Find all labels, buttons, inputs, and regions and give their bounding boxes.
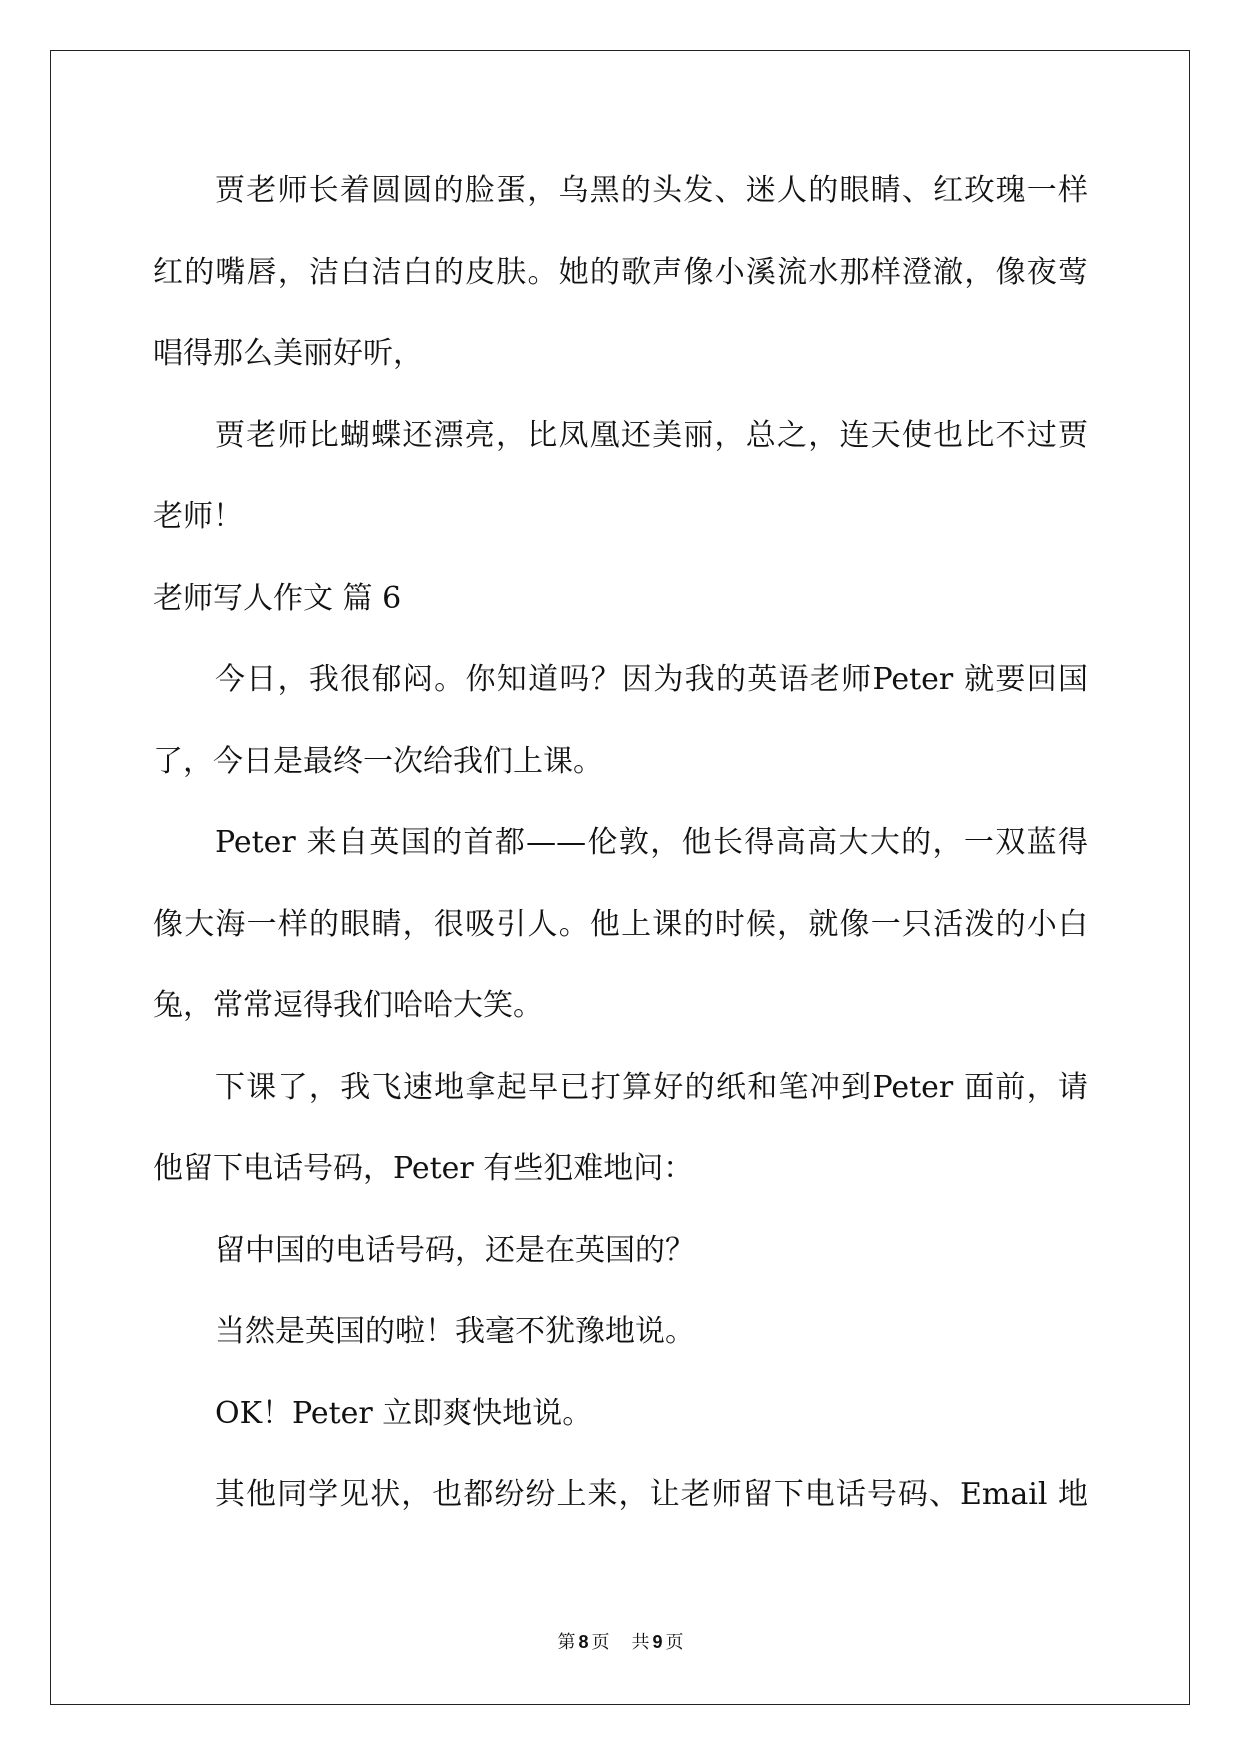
paragraph-line: 留中国的电话号码，还是在英国的？	[215, 1232, 695, 1268]
paragraph-line: 他留下电话号码，Peter 有些犯难地问：	[153, 1151, 694, 1186]
paragraph	[153, 1373, 1088, 1455]
page-number-current: 8	[578, 1632, 589, 1652]
paragraph	[153, 395, 1088, 558]
paragraph	[153, 1454, 1088, 1536]
paragraph	[153, 1210, 1088, 1292]
paragraph-line: OK！Peter 立即爽快地说。	[215, 1395, 593, 1431]
paragraph-line: 今日，我很郁闷。你知道吗？因为我的英语老师Peter 就要回国	[215, 662, 1088, 697]
paragraph-line: 当然是英国的啦！我毫不犹豫地说。	[215, 1314, 695, 1349]
section-heading: 老师写人作文 篇 6	[153, 580, 402, 616]
paragraph-line: 老师！	[153, 499, 243, 534]
paragraph-line: 兔，常常逗得我们哈哈大笑。	[153, 988, 543, 1023]
page-number-prefix: 第	[557, 1632, 576, 1653]
paragraph	[153, 1291, 1088, 1373]
paragraph-line: 其他同学见状，也都纷纷上来，让老师留下电话号码、Email 地	[215, 1477, 1088, 1512]
page-total-prefix: 共	[631, 1632, 650, 1653]
document-body	[153, 150, 1088, 1536]
paragraph-line: 红的嘴唇，洁白洁白的皮肤。她的歌声像小溪流水那样澄澈，像夜莺	[153, 254, 1088, 290]
paragraph-line: 贾老师比蝴蝶还漂亮，比凤凰还美丽，总之，连天使也比不过贾	[215, 417, 1088, 453]
paragraph	[153, 1047, 1088, 1210]
page-number-total: 9	[652, 1632, 663, 1652]
paragraph	[153, 802, 1088, 1047]
paragraph-line: 贾老师长着圆圆的脸蛋，乌黑的头发、迷人的眼睛、红玫瑰一样	[215, 173, 1088, 208]
page-number-suffix: 页	[591, 1632, 610, 1653]
page-footer	[0, 1628, 1241, 1656]
paragraph-line: 像大海一样的眼睛，很吸引人。他上课的时候，就像一只活泼的小白	[153, 906, 1088, 942]
paragraph-line: 下课了，我飞速地拿起早已打算好的纸和笔冲到Peter 面前，请	[215, 1069, 1088, 1105]
page-total-suffix: 页	[665, 1632, 684, 1653]
paragraph-line: 了，今日是最终一次给我们上课。	[153, 743, 603, 779]
paragraph	[153, 639, 1088, 802]
paragraph	[153, 150, 1088, 395]
paragraph-line: Peter 来自英国的首都——伦敦，他长得高高大大的，一双蓝得	[215, 825, 1088, 860]
paragraph-line: 唱得那么美丽好听，	[153, 336, 423, 371]
